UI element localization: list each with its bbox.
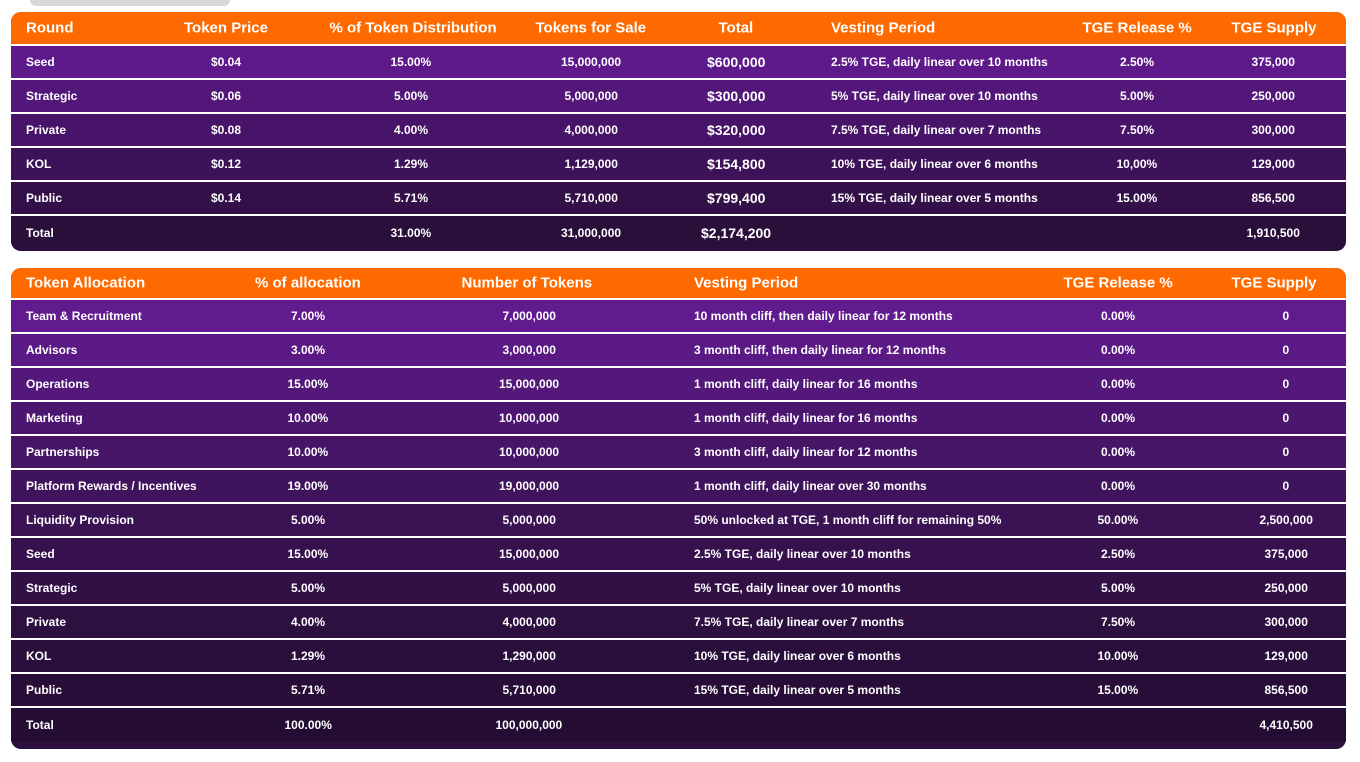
cell-vesting-period: 1 month cliff, daily linear for 16 months [694, 377, 918, 391]
cell-tge-release: 2.50% [1120, 55, 1155, 69]
column-header-token-allocation: Token Allocation [26, 274, 146, 292]
column-header-of-allocation: % of allocation [255, 274, 361, 292]
cell-of-token-distribution: 1.29% [394, 157, 429, 171]
cell-of-allocation: 5.00% [291, 513, 326, 527]
cell-tge-release: 0.00% [1101, 343, 1136, 357]
cell-token-allocation: Advisors [26, 343, 78, 357]
cell-tokens-for-sale: 1,129,000 [564, 157, 618, 171]
table-row [11, 46, 1346, 80]
cell-tge-supply: 1,910,500 [1246, 226, 1300, 240]
cell-number-of-tokens: 15,000,000 [499, 377, 560, 391]
table-row [11, 216, 1346, 250]
cell-of-allocation: 15.00% [287, 547, 329, 561]
cell-vesting-period: 15% TGE, daily linear over 5 months [831, 191, 1038, 205]
cell-total: $799,400 [707, 190, 766, 206]
cell-vesting-period: 2.5% TGE, daily linear over 10 months [694, 547, 911, 561]
cell-tge-supply: 856,500 [1264, 683, 1308, 697]
cell-of-allocation: 4.00% [291, 615, 326, 629]
table-row [11, 436, 1346, 470]
table-row [11, 674, 1346, 708]
cell-tge-supply: 856,500 [1251, 191, 1295, 205]
column-header-vesting-period: Vesting Period [831, 19, 936, 37]
cell-tge-supply: 375,000 [1251, 55, 1295, 69]
table-header [11, 12, 1346, 46]
cell-tokens-for-sale: 31,000,000 [561, 226, 622, 240]
cell-tge-supply: 4,410,500 [1259, 718, 1313, 732]
cell-number-of-tokens: 4,000,000 [502, 615, 556, 629]
cell-tge-supply: 2,500,000 [1259, 513, 1313, 527]
cell-token-price: $0.14 [211, 191, 242, 205]
cell-token-allocation: KOL [26, 649, 52, 663]
table-row [11, 470, 1346, 504]
table-row [11, 572, 1346, 606]
table-row [11, 148, 1346, 182]
cell-token-allocation: Private [26, 615, 67, 629]
table-row [11, 334, 1346, 368]
table-row [11, 708, 1346, 742]
cell-token-allocation: Public [26, 683, 63, 697]
column-header-round: Round [26, 19, 74, 37]
token-sale-table [11, 12, 1346, 251]
cell-tge-supply: 129,000 [1264, 649, 1308, 663]
cell-round: Seed [26, 55, 55, 69]
cell-round: Public [26, 191, 63, 205]
cell-number-of-tokens: 100,000,000 [495, 718, 563, 732]
cell-number-of-tokens: 15,000,000 [499, 547, 560, 561]
cell-number-of-tokens: 10,000,000 [499, 411, 560, 425]
cell-total: $154,800 [707, 156, 766, 172]
cell-vesting-period: 5% TGE, daily linear over 10 months [831, 89, 1038, 103]
cell-token-allocation: Team & Recruitment [26, 309, 142, 323]
table-row [11, 300, 1346, 334]
cell-vesting-period: 10% TGE, daily linear over 6 months [831, 157, 1038, 171]
cell-token-price: $0.12 [211, 157, 242, 171]
cell-total: $320,000 [707, 122, 766, 138]
table-row [11, 182, 1346, 216]
cell-vesting-period: 3 month cliff, then daily linear for 12 months [694, 343, 947, 357]
cell-round: Strategic [26, 89, 78, 103]
cell-tge-supply: 0 [1282, 411, 1290, 425]
cell-of-allocation: 15.00% [287, 377, 329, 391]
cell-tge-release: 5.00% [1120, 89, 1155, 103]
table-row [11, 640, 1346, 674]
column-header-tge-release: TGE Release % [1082, 19, 1192, 37]
cell-tge-release: 50.00% [1097, 513, 1139, 527]
table-row [11, 402, 1346, 436]
table-row [11, 114, 1346, 148]
cell-token-price: $0.08 [211, 123, 242, 137]
cell-of-allocation: 7.00% [291, 309, 326, 323]
cell-number-of-tokens: 5,000,000 [502, 513, 556, 527]
cell-tokens-for-sale: 15,000,000 [561, 55, 622, 69]
column-header-tge-release: TGE Release % [1063, 274, 1173, 292]
cell-tge-release: 0.00% [1101, 479, 1136, 493]
cell-number-of-tokens: 10,000,000 [499, 445, 560, 459]
column-header-token-price: Token Price [184, 19, 268, 37]
cell-of-allocation: 10.00% [287, 411, 329, 425]
cell-tge-supply: 300,000 [1251, 123, 1295, 137]
cell-tge-release: 15.00% [1097, 683, 1139, 697]
cell-of-token-distribution: 4.00% [394, 123, 429, 137]
cell-tge-release: 0.00% [1101, 411, 1136, 425]
cell-tge-release: 0.00% [1101, 377, 1136, 391]
cell-of-token-distribution: 5.00% [394, 89, 429, 103]
cell-tge-supply: 0 [1282, 309, 1290, 323]
cell-of-allocation: 100.00% [284, 718, 332, 732]
table-header [11, 268, 1346, 300]
cell-tge-supply: 300,000 [1264, 615, 1308, 629]
cell-tokens-for-sale: 5,000,000 [564, 89, 618, 103]
cell-token-allocation: Strategic [26, 581, 78, 595]
cell-token-allocation: Total [26, 718, 54, 732]
cell-tge-release: 10,00% [1116, 157, 1158, 171]
cell-number-of-tokens: 5,710,000 [502, 683, 556, 697]
cell-number-of-tokens: 19,000,000 [499, 479, 560, 493]
cell-token-allocation: Partnerships [26, 445, 100, 459]
cell-vesting-period: 15% TGE, daily linear over 5 months [694, 683, 901, 697]
cell-of-token-distribution: 5.71% [394, 191, 429, 205]
table-row [11, 504, 1346, 538]
cell-vesting-period: 7.5% TGE, daily linear over 7 months [694, 615, 905, 629]
cell-tge-release: 2.50% [1101, 547, 1136, 561]
cell-round: KOL [26, 157, 52, 171]
cell-tokens-for-sale: 5,710,000 [564, 191, 618, 205]
cell-tge-release: 7.50% [1120, 123, 1155, 137]
cell-tge-supply: 129,000 [1251, 157, 1295, 171]
column-header-tge-supply: TGE Supply [1231, 19, 1317, 37]
cell-tge-supply: 0 [1282, 445, 1290, 459]
cell-tge-release: 15.00% [1116, 191, 1158, 205]
cell-token-allocation: Operations [26, 377, 90, 391]
column-header-tokens-for-sale: Tokens for Sale [535, 19, 647, 37]
cell-tge-release: 0.00% [1101, 309, 1136, 323]
top-edge-decoration [30, 0, 230, 6]
cell-tge-release: 0.00% [1101, 445, 1136, 459]
token-allocation-table [11, 268, 1346, 749]
cell-tge-supply: 0 [1282, 377, 1290, 391]
column-header-of-token-distribution: % of Token Distribution [329, 19, 497, 37]
column-header-tge-supply: TGE Supply [1231, 274, 1317, 292]
cell-vesting-period: 7.5% TGE, daily linear over 7 months [831, 123, 1042, 137]
cell-of-token-distribution: 31.00% [390, 226, 432, 240]
cell-tge-release: 10.00% [1097, 649, 1139, 663]
cell-vesting-period: 5% TGE, daily linear over 10 months [694, 581, 901, 595]
cell-token-allocation: Liquidity Provision [26, 513, 135, 527]
cell-tge-supply: 0 [1282, 343, 1290, 357]
cell-token-allocation: Platform Rewards / Incentives [26, 479, 197, 493]
cell-vesting-period: 3 month cliff, daily linear for 12 months [694, 445, 918, 459]
cell-token-allocation: Marketing [26, 411, 83, 425]
table-row [11, 538, 1346, 572]
cell-tge-supply: 375,000 [1264, 547, 1308, 561]
cell-tge-supply: 0 [1282, 479, 1290, 493]
cell-of-allocation: 3.00% [291, 343, 326, 357]
cell-of-allocation: 19.00% [287, 479, 329, 493]
cell-token-price: $0.04 [211, 55, 242, 69]
cell-vesting-period: 2.5% TGE, daily linear over 10 months [831, 55, 1048, 69]
cell-of-allocation: 5.00% [291, 581, 326, 595]
cell-of-allocation: 10.00% [287, 445, 329, 459]
cell-vesting-period: 10% TGE, daily linear over 6 months [694, 649, 901, 663]
cell-vesting-period: 10 month cliff, then daily linear for 12 months [694, 309, 953, 323]
cell-tge-supply: 250,000 [1264, 581, 1308, 595]
cell-of-allocation: 5.71% [291, 683, 326, 697]
cell-of-token-distribution: 15.00% [390, 55, 432, 69]
cell-token-price: $0.06 [211, 89, 242, 103]
cell-vesting-period: 1 month cliff, daily linear for 16 months [694, 411, 918, 425]
cell-round: Private [26, 123, 67, 137]
table-row [11, 368, 1346, 402]
cell-number-of-tokens: 5,000,000 [502, 581, 556, 595]
cell-tge-supply: 250,000 [1251, 89, 1295, 103]
column-header-number-of-tokens: Number of Tokens [461, 274, 593, 292]
cell-of-allocation: 1.29% [291, 649, 326, 663]
table-row [11, 606, 1346, 640]
table-row [11, 80, 1346, 114]
cell-total: $2,174,200 [701, 225, 772, 241]
cell-total: $600,000 [707, 54, 766, 70]
cell-tge-release: 7.50% [1101, 615, 1136, 629]
cell-total: $300,000 [707, 88, 766, 104]
cell-vesting-period: 1 month cliff, daily linear over 30 months [694, 479, 927, 493]
cell-tge-release: 5.00% [1101, 581, 1136, 595]
cell-tokens-for-sale: 4,000,000 [564, 123, 618, 137]
cell-vesting-period: 50% unlocked at TGE, 1 month cliff for remaining 50% [694, 513, 1002, 527]
column-header-total: Total [718, 19, 754, 37]
cell-number-of-tokens: 1,290,000 [502, 649, 556, 663]
column-header-vesting-period: Vesting Period [694, 274, 799, 292]
cell-number-of-tokens: 3,000,000 [502, 343, 556, 357]
cell-round: Total [26, 226, 54, 240]
cell-token-allocation: Seed [26, 547, 55, 561]
cell-number-of-tokens: 7,000,000 [502, 309, 556, 323]
